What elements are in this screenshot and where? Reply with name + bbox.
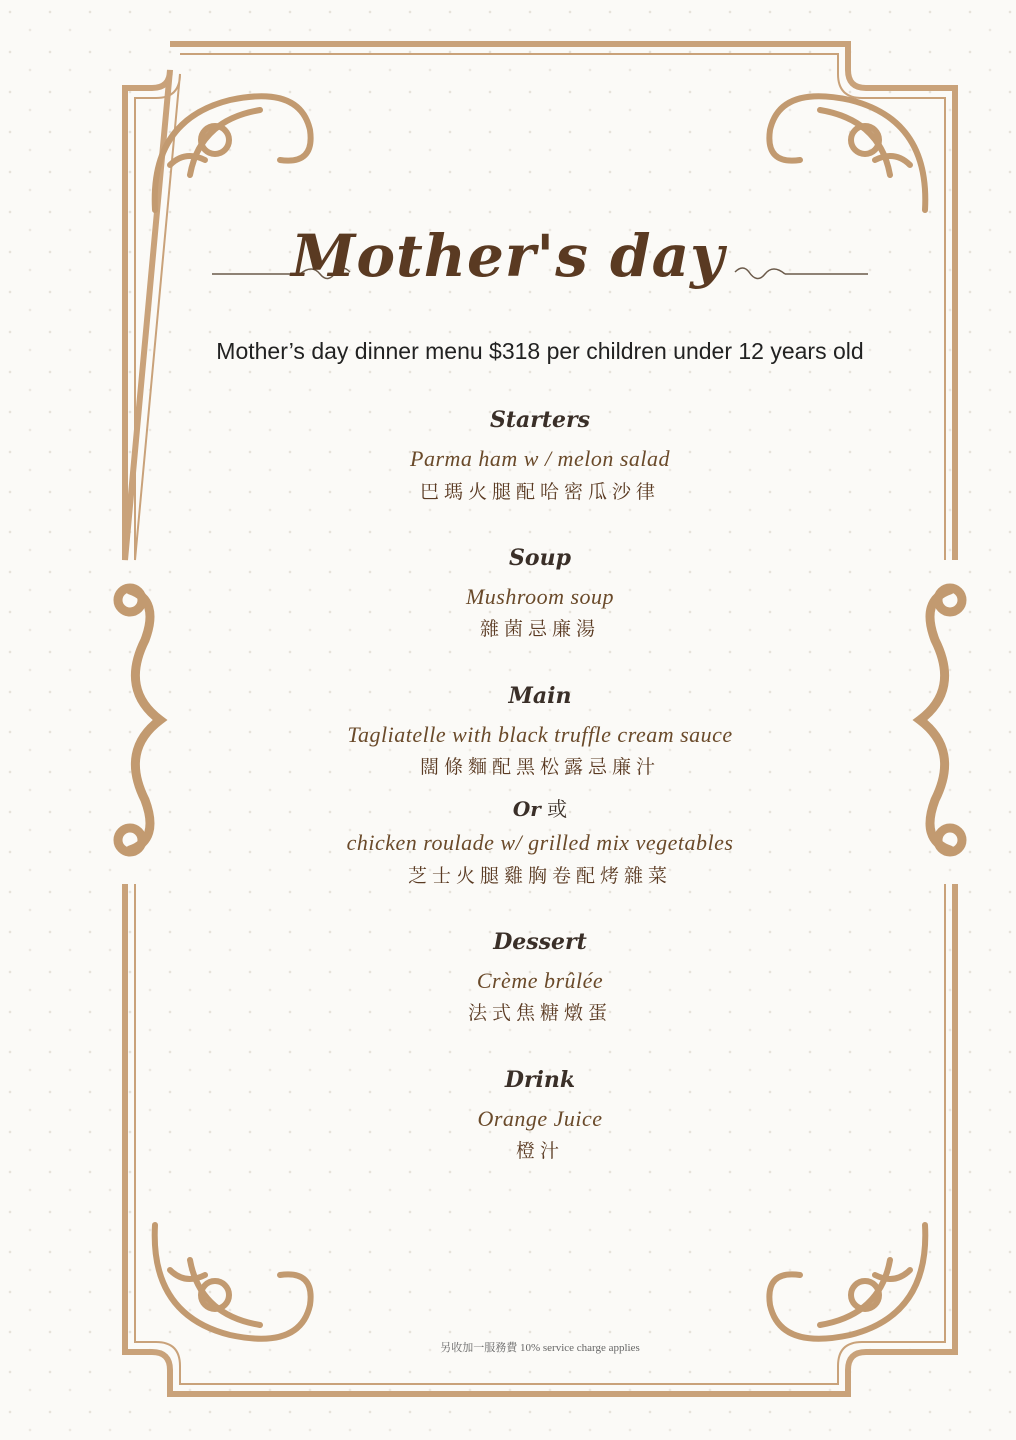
service-charge-note: 另收加一服務費 10% service charge applies [440,1342,640,1354]
or-separator [0,793,1016,822]
section-title-dessert: Dessert [493,929,587,955]
page-title: Mother's day [291,222,725,290]
menu-item-zh: 闊條麵配黑松露忌廉汁 [419,756,660,778]
menu-item-en: chicken roulade w/ grilled mix vegetables [346,830,734,855]
menu-item-en: Crème brûlée [476,968,604,993]
menu-item-en: Orange Juice [477,1106,603,1131]
or-separator-zh: 或 [547,797,568,821]
section-title-soup: Soup [509,545,571,571]
corner-flourish-icon [155,1225,311,1339]
section-title-starters: Starters [489,407,591,433]
menu-item-en: Tagliatelle with black truffle cream sauce [347,722,733,747]
menu-item-zh: 芝士火腿雞胸卷配烤雜菜 [407,865,672,887]
menu-item-zh: 橙汁 [515,1140,564,1162]
menu-item-zh: 巴瑪火腿配哈密瓜沙律 [419,481,660,503]
section-title-drink: Drink [504,1067,576,1093]
menu-item-zh: 法式焦糖燉蛋 [467,1002,612,1024]
corner-flourish-icon [769,96,925,210]
menu-item-en: Parma ham w / melon salad [410,446,670,471]
corner-flourish-icon [769,1225,925,1339]
menu-item-zh: 雜菌忌廉湯 [479,618,600,640]
section-title-main: Main [508,683,572,709]
menu-item-en: Mushroom soup [465,584,615,609]
or-separator-en: Or [512,797,541,821]
corner-flourish-icon [155,96,311,210]
menu-price-subtitle: Mother’s day dinner menu $318 per children under 12 years old [216,338,864,364]
